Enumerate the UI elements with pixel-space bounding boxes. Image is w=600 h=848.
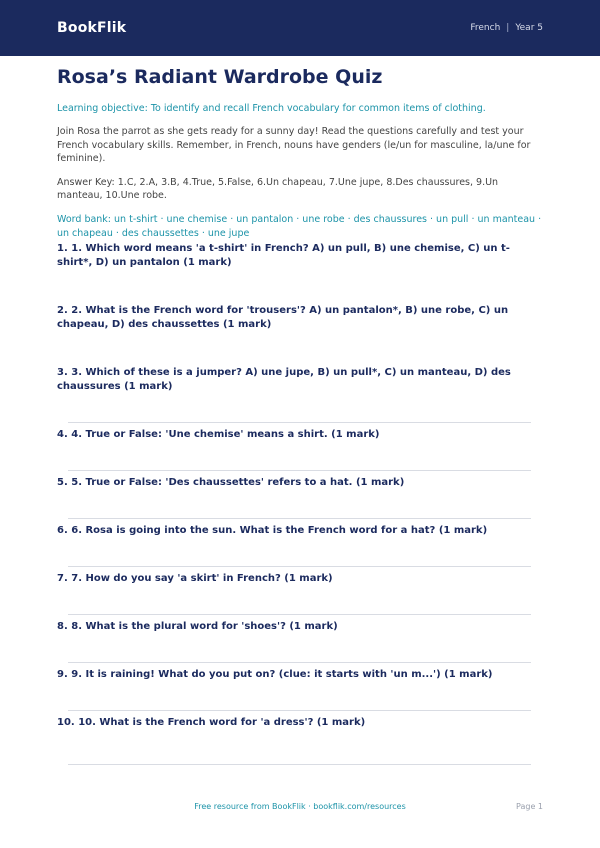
question-9: 9. 9. It is raining! What do you put on? (clue: it starts with 'un m...') (1 mark): [57, 669, 493, 680]
header-meta: [470, 23, 543, 33]
page-header: [0, 0, 600, 56]
page-number: Page 1: [516, 802, 543, 811]
question-6: 6. 6. Rosa is going into the sun. What is the French word for a hat? (1 mark): [57, 525, 488, 536]
answer-line: [68, 566, 531, 567]
question-5: 5. 5. True or False: 'Des chaussettes' refers to a hat. (1 mark): [57, 477, 405, 488]
question-3: 3. 3. Which of these is a jumper? A) une jupe, B) un pull*, C) un manteau, D) des chaussures (1 mark): [57, 367, 511, 392]
intro-paragraph: Join Rosa the parrot as she gets ready for a sunny day! Read the questions carefully and test your French vocabulary skills. Remember, in French, nouns have genders (le/un for masculine, la/une for feminine).: [57, 126, 531, 164]
question-4: 4. 4. True or False: 'Une chemise' means a shirt. (1 mark): [57, 429, 380, 440]
year-label: Year 5: [515, 23, 543, 33]
brand-logo-text: BookFlik: [57, 20, 127, 36]
answer-line: [68, 518, 531, 519]
question-10: 10. 10. What is the French word for 'a dress'? (1 mark): [57, 717, 366, 728]
answer-line: [68, 662, 531, 663]
answer-line: [68, 710, 531, 711]
question-8: 8. 8. What is the plural word for 'shoes'? (1 mark): [57, 621, 338, 632]
answer-line: [68, 764, 531, 765]
answer-key: Answer Key: 1.C, 2.A, 3.B, 4.True, 5.False, 6.Un chapeau, 7.Une jupe, 8.Des chaussures, 9.Un manteau, 10.Une robe.: [57, 176, 499, 201]
question-1: 1. 1. Which word means 'a t-shirt' in French? A) un pull, B) une chemise, C) un t-shirt*, D) un pantalon (1 mark): [57, 243, 510, 268]
answer-line: [68, 470, 531, 471]
page-title: Rosa’s Radiant Wardrobe Quiz: [57, 66, 383, 88]
question-7: 7. 7. How do you say 'a skirt' in French? (1 mark): [57, 573, 333, 584]
intro-section: [57, 66, 543, 241]
answer-line: [68, 614, 531, 615]
word-bank: Word bank: un t-shirt · une chemise · un pantalon · une robe · des chaussures · un pull · un manteau · un chapeau · des chaussettes · une jupe: [57, 213, 542, 239]
page-footer: [0, 802, 600, 814]
question-2: 2. 2. What is the French word for 'trousers'? A) un pantalon*, B) une robe, C) un chapeau, D) des chaussettes (1 mark): [57, 305, 509, 330]
meta-separator: |: [506, 23, 510, 33]
learning-objective: Learning objective: To identify and recall French vocabulary for common items of clothing.: [57, 103, 486, 114]
subject-label: French: [470, 23, 501, 33]
footer-resource-link[interactable]: Free resource from BookFlik · bookflik.com/resources: [194, 802, 406, 811]
answer-line: [68, 422, 531, 423]
